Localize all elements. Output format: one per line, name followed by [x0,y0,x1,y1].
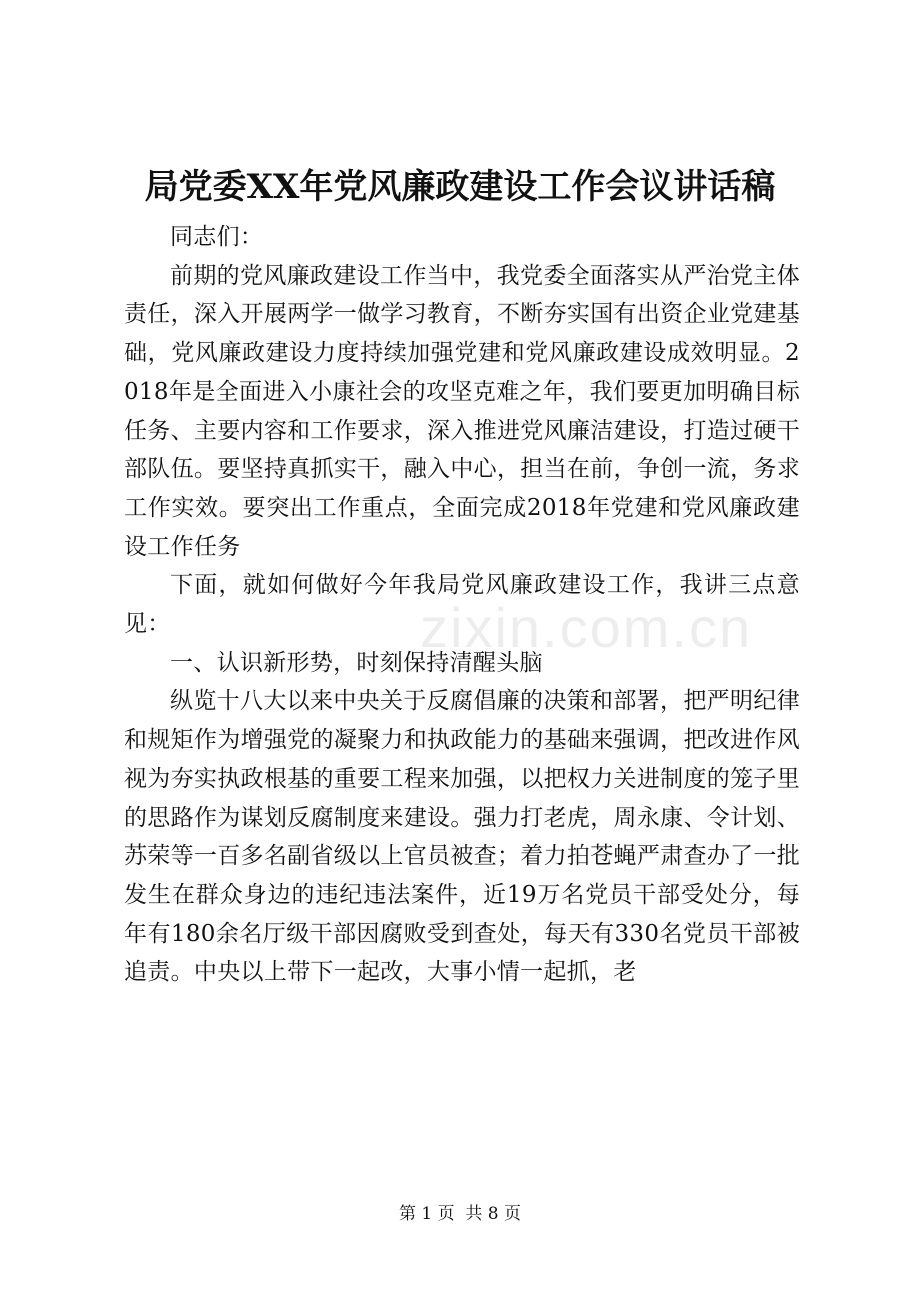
document-title: 局党委XX年党风廉政建设工作会议讲话稿 [144,167,776,207]
intro-paragraph: 前期的党风廉政建设工作当中，我党委全面落实从严治党主体责任，深入开展两学一做学习教育，不断夯实国有出资企业党建基础，党风廉政建设力度持续加强党建和党风廉政建设成效明显。2018年是全面进入小康社会的攻坚克难之年，我们要更加明确目标任务、主要内容和工作要求，深入推进党风廉洁建设，打造过硬干部队伍。要坚持真抓实干，融入中心，担当在前，争创一流，务求工作实效。要突出工作重点，全面完成2018年党建和党风廉政建设工作任务 [124,262,800,560]
section-heading: 一、认识新形势，时刻保持清醒头脑 [170,649,543,676]
opinions-paragraph: 下面，就如何做好今年我局党风廉政建设工作，我讲三点意见： [124,572,800,638]
watermark: zixin.com.cn [420,596,753,659]
document-body [124,218,800,992]
salutation-paragraph: 同志们： [170,224,264,250]
page-footer: 第 1 页 共 8 页 [398,1204,522,1224]
section-body-paragraph: 纵览十八大以来中央关于反腐倡廉的决策和部署，把严明纪律和规矩作为增强党的凝聚力和执政能力的基础来强调，把改进作风视为夯实执政根基的重要工程来加强，以把权力关进制度的笼子里的思路作为谋划反腐制度来建设。强力打老虎，周永康、令计划、苏荣等一百多名副省级以上官员被查；着力拍苍蝇严肃查办了一批发生在群众身边的违纪违法案件，近19万名党员干部受处分，每年有180余名厅级干部因腐败受到查处，每天有330名党员干部被追责。中央以上带下一起改，大事小情一起抓，老 [124,688,800,986]
